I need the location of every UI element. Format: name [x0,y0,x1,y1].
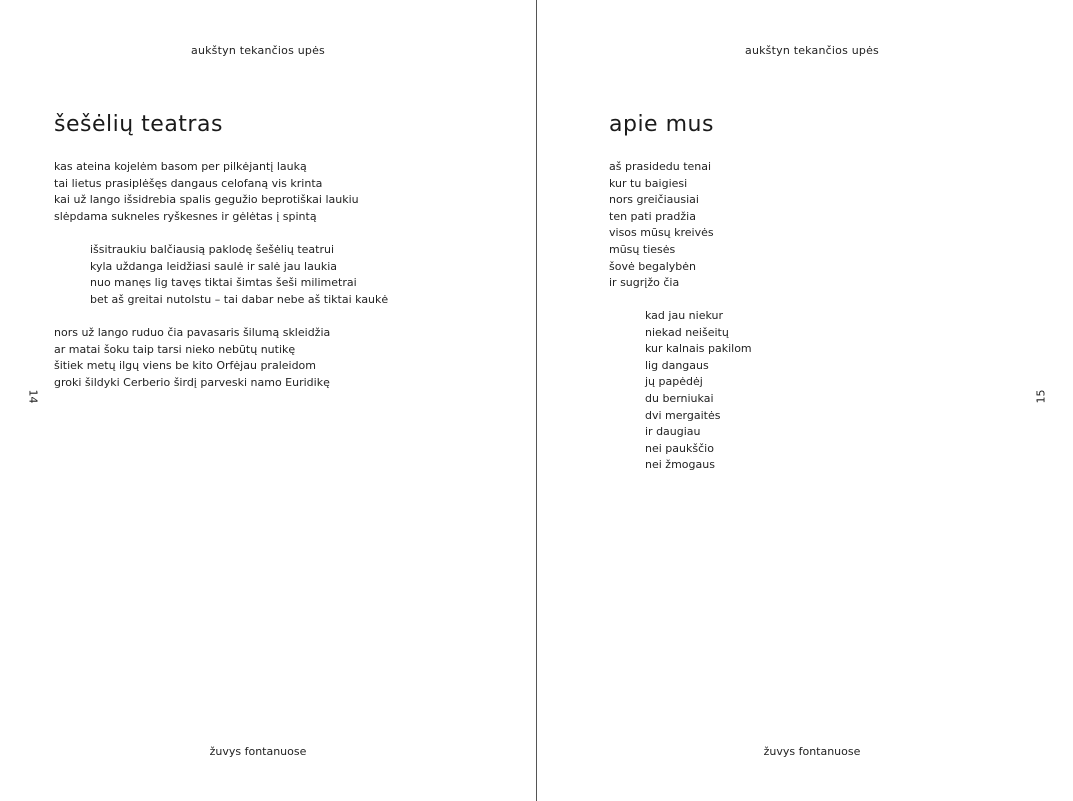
poem-line: kur tu baigiesi [609,176,688,190]
right-stanza-2 [645,308,752,474]
poem-line: slėpdama sukneles ryškesnes ir gėlėtas į spintą [54,209,317,223]
poem-line: jų papėdėj [645,375,703,389]
poem-line: bet aš greitai nutolstu – tai dabar nebe aš tiktai kaukė [90,292,389,306]
poem-line: kas ateina kojelėm basom per pilkėjantį lauką [54,160,307,173]
right-page-number: 15 [1034,389,1048,404]
poem-line: nei žmogaus [645,458,715,472]
poem-line: šitiek metų ilgų viens be kito Orfėjau praleidom [54,359,317,373]
right-running-foot: žuvys fontanuose [763,745,861,758]
left-stanza-1 [54,159,359,225]
poem-line: lig dangaus [645,358,709,372]
left-poem-title: šešėlių teatras [54,112,223,137]
poem-line: kad jau niekur [645,309,723,322]
right-stanza-1 [609,159,714,292]
poem-line: groki šildyki Cerberio širdį parveski namo Euridikę [54,375,330,389]
poem-line: visos mūsų kreivės [609,226,714,240]
right-poem-title: apie mus [609,112,714,137]
poem-line: ir daugiau [645,425,701,439]
poem-line: nuo manęs lig tavęs tiktai šimtas šeši milimetrai [90,276,357,290]
poem-line: dvi mergaitės [645,408,721,422]
poem-line: kur kalnais pakilom [645,342,752,356]
poem-line: nors už lango ruduo čia pavasaris šilumą skleidžia [54,326,331,339]
poem-line: tai lietus prasiplėšęs dangaus celofaną vis krinta [54,176,323,190]
right-page [537,0,1073,801]
poem-line: ar matai šoku taip tarsi nieko nebūtų nutikę [54,342,296,356]
poem-line: ir sugrįžo čia [609,276,680,290]
poem-line: kyla uždanga leidžiasi saulė ir salė jau laukia [90,259,337,273]
poem-line: niekad neišeitų [645,325,729,339]
left-running-head: aukštyn tekančios upės [191,44,325,57]
poem-line: išsitraukiu balčiausią paklodę šešėlių teatrui [90,243,335,256]
poem-line: ten pati pradžia [609,209,696,223]
left-page-number: 14 [26,389,40,404]
poem-line: šovė begalybėn [609,259,696,273]
poem-line: du berniukai [645,391,714,405]
left-stanza-3 [54,325,330,391]
left-page [0,0,536,801]
left-stanza-2 [90,242,388,308]
poem-line: mūsų tiesės [609,242,676,256]
poem-line: nors greičiausiai [609,193,699,207]
poem-line: aš prasidedu tenai [609,160,712,173]
left-running-foot: žuvys fontanuose [209,745,307,758]
poem-line: nei paukščio [645,441,714,455]
poem-line: kai už lango išsidrebia spalis gegužio beprotiškai laukiu [54,193,359,207]
right-running-head: aukštyn tekančios upės [745,44,879,57]
